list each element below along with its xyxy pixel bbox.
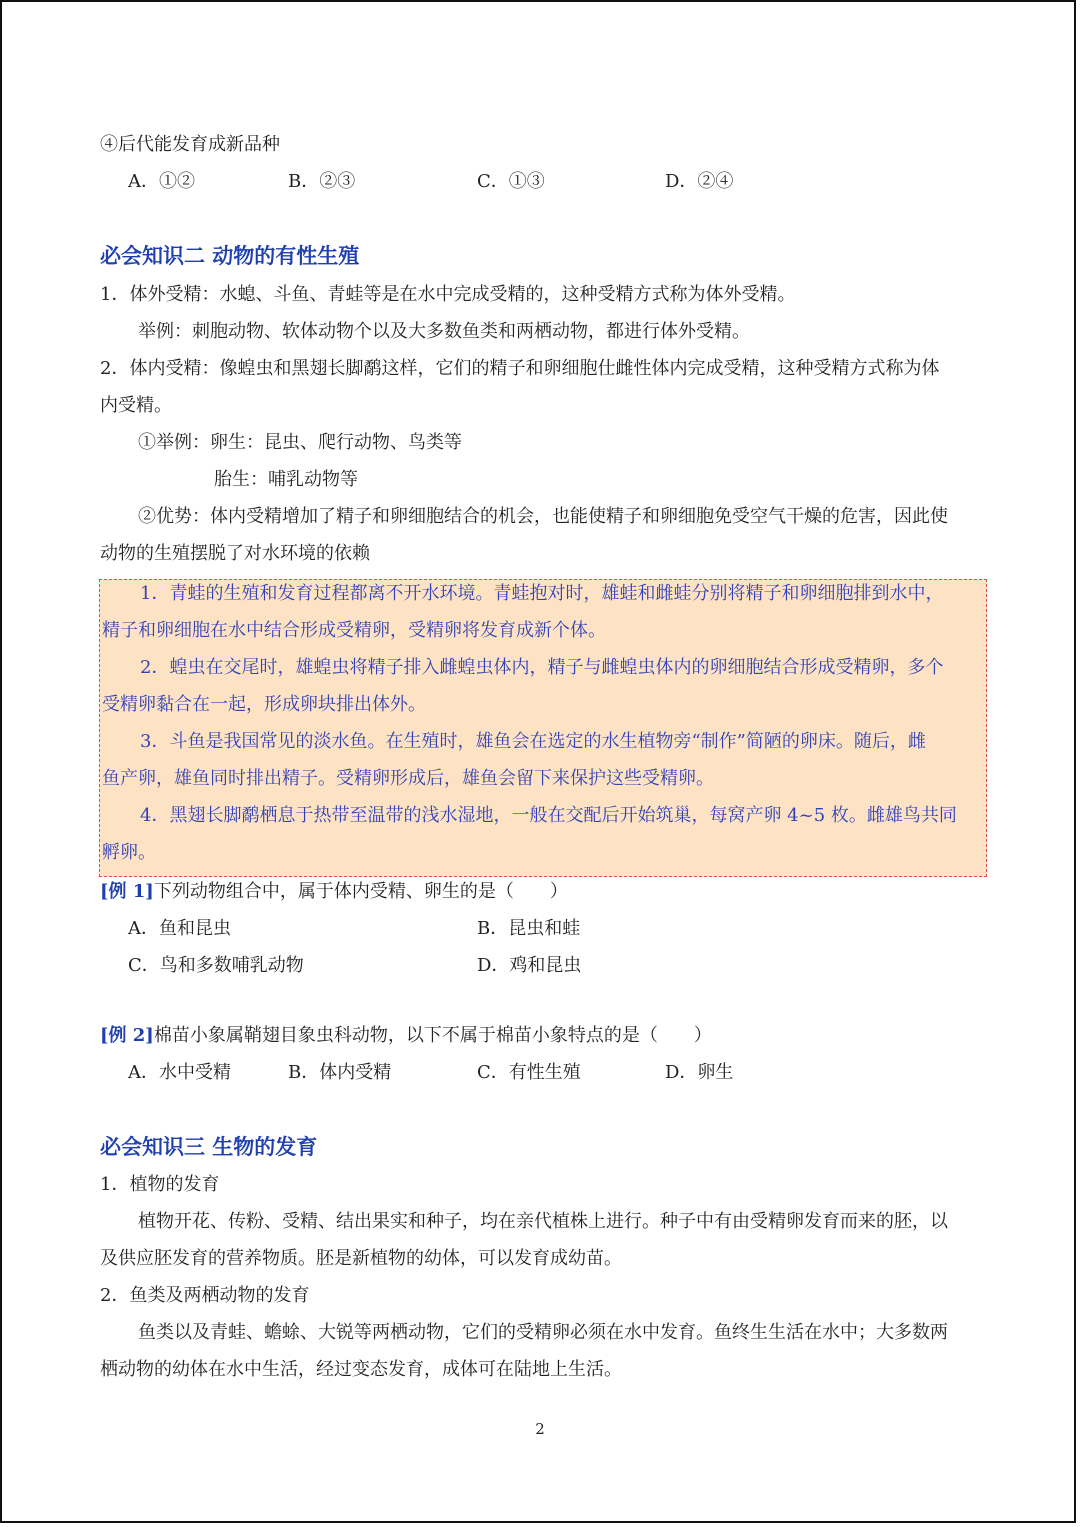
highlight-line: 孵卵。 bbox=[102, 842, 156, 863]
example-2-tag: [例 2] bbox=[100, 1025, 154, 1046]
paragraph-line: 举例：刺胞动物、软体动物个以及大多数鱼类和两栖动物，都进行体外受精。 bbox=[138, 321, 750, 342]
paragraph-line: ②优势：体内受精增加了精子和卵细胞结合的机会，也能使精子和卵细胞免受空气干燥的危害，因此使 bbox=[138, 506, 948, 527]
option-c: C．①③ bbox=[477, 171, 545, 192]
highlight-line: 4．黑翅长脚鹬栖息于热带至温带的浅水湿地，一般在交配后开始筑巢，每窝产卵 4~5 枚。雌雄鸟共同 bbox=[140, 805, 957, 826]
paragraph-line: 动物的生殖摆脱了对水环境的依赖 bbox=[100, 543, 370, 564]
option-d: D．②④ bbox=[665, 171, 734, 192]
example-1-question: 下列动物组合中，属于体内受精、卵生的是（ ） bbox=[153, 881, 568, 902]
paragraph-line: 植物开花、传粉、受精、结出果实和种子，均在亲代植株上进行。种子中有由受精卵发育而来的胚，以 bbox=[138, 1211, 948, 1232]
paragraph-line: 栖动物的幼体在水中生活，经过变态发育，成体可在陆地上生活。 bbox=[100, 1359, 622, 1380]
paragraph-line: 2．体内受精：像蝗虫和黑翅长脚鹬这样，它们的精子和卵细胞仕雌性体内完成受精，这种受精方式称为体 bbox=[100, 358, 940, 379]
highlight-line: 受精卵黏合在一起，形成卵块排出体外。 bbox=[102, 694, 426, 715]
question-stem-item-4: ④后代能发育成新品种 bbox=[100, 134, 280, 155]
highlight-line: 鱼产卵，雄鱼同时排出精子。受精卵形成后，雄鱼会留下来保护这些受精卵。 bbox=[102, 768, 714, 789]
paragraph-line: 1．体外受精：水螅、斗鱼、青蛙等是在水中完成受精的，这种受精方式称为体外受精。 bbox=[100, 284, 796, 305]
example-2-option-a: A．水中受精 bbox=[128, 1062, 231, 1083]
example-2-option-c: C．有性生殖 bbox=[477, 1062, 581, 1083]
option-a: A．①② bbox=[128, 171, 195, 192]
highlight-line: 2．蝗虫在交尾时，雄蝗虫将精子排入雌蝗虫体内，精子与雌蝗虫体内的卵细胞结合形成受精卵，多个 bbox=[140, 657, 944, 678]
example-1-stem bbox=[100, 880, 568, 904]
paragraph-line: 鱼类以及青蛙、蟾蜍、大锐等两栖动物，它们的受精卵必须在水中发育。鱼终生生活在水中；大多数两 bbox=[138, 1322, 948, 1343]
highlight-line: 1．青蛙的生殖和发育过程都离不开水环境。青蛙抱对时，雄蛙和雌蛙分别将精子和卵细胞排到水中， bbox=[140, 583, 944, 604]
example-1-option-a: A．鱼和昆虫 bbox=[128, 918, 231, 939]
paragraph-line: 2．鱼类及两栖动物的发育 bbox=[100, 1285, 310, 1306]
example-2-option-d: D．卵生 bbox=[665, 1062, 734, 1083]
highlight-line: 精子和卵细胞在水中结合形成受精卵，受精卵将发育成新个体。 bbox=[102, 620, 606, 641]
example-2-option-b: B．体内受精 bbox=[288, 1062, 392, 1083]
example-1-option-b: B．昆虫和蛙 bbox=[477, 918, 581, 939]
paragraph-line: 内受精。 bbox=[100, 395, 172, 416]
example-2-stem bbox=[100, 1024, 712, 1048]
paragraph-line: 胎生：哺乳动物等 bbox=[214, 469, 358, 490]
paragraph-line: 1．植物的发育 bbox=[100, 1174, 220, 1195]
example-1-tag: [例 1] bbox=[100, 881, 154, 902]
page-number: 2 bbox=[535, 1420, 545, 1438]
example-2-question: 棉苗小象属鞘翅目象虫科动物，以下不属于棉苗小象特点的是（ ） bbox=[153, 1025, 712, 1046]
section-heading-2: 必会知识二 动物的有性生殖 bbox=[100, 244, 360, 268]
highlight-line: 3．斗鱼是我国常见的淡水鱼。在生殖时，雄鱼会在选定的水生植物旁“制作”简陋的卵床。随后，雌 bbox=[140, 731, 926, 752]
paragraph-line: 及供应胚发育的营养物质。胚是新植物的幼体，可以发育成幼苗。 bbox=[100, 1248, 622, 1269]
section-heading-3: 必会知识三 生物的发育 bbox=[100, 1135, 318, 1159]
paragraph-line: ①举例：卵生：昆虫、爬行动物、鸟类等 bbox=[138, 432, 462, 453]
example-1-option-c: C．鸟和多数哺乳动物 bbox=[128, 955, 304, 976]
option-b: B．②③ bbox=[288, 171, 356, 192]
example-1-option-d: D．鸡和昆虫 bbox=[477, 955, 582, 976]
